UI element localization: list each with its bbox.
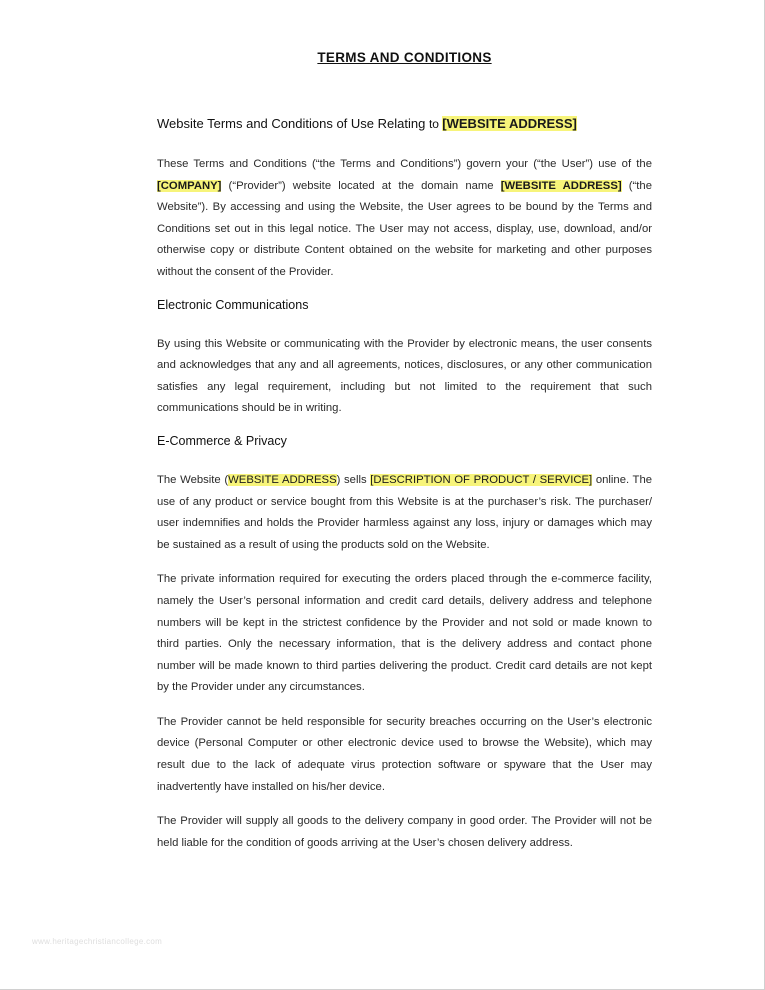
lead-text-2: ) sells xyxy=(336,473,371,486)
intro-text-1: These Terms and Conditions (“the Terms and Conditions”) govern your (“the User”) use of the xyxy=(157,158,652,170)
intro-paragraph xyxy=(157,154,652,284)
document-subtitle xyxy=(157,116,652,131)
document-body xyxy=(157,50,652,867)
section-heading-ecommerce-privacy: E-Commerce & Privacy xyxy=(157,433,287,448)
intro-text-3: (“the Website”). By accessing and using the Website, the User agrees to be bound by the Terms and Conditions set out in this legal notice. The User may not access, display, use, download, and/or otherwise copy or distribute Content obtained on the website for marketing and other purposes without the consent of the Provider. xyxy=(157,179,652,278)
website-address-placeholder: [WEBSITE ADDRESS] xyxy=(500,179,622,192)
delivery-paragraph: The Provider will supply all goods to the delivery company in good order. The Provider will not be held liable for the condition of goods arriving at the User’s chosen delivery address. xyxy=(157,815,652,849)
company-placeholder: [COMPANY] xyxy=(157,179,222,192)
lead-text-3: online. The use of any product or service bought from this Website is at the purchaser’s risk. The purchaser/ user indemnifies and holds the Provider harmless against any loss, injury or damages which may be sustained as a result of using the products sold on the Website. xyxy=(157,473,653,551)
document-title: TERMS AND CONDITIONS xyxy=(317,50,492,65)
security-breaches-paragraph: The Provider cannot be held responsible for security breaches occurring on the User’s electronic device (Personal Computer or other electronic device used to browse the Website), which may result due to the lack of adequate virus protection software or spyware that the User may inadvertently have installed on his/her device. xyxy=(157,715,652,793)
intro-text-2: (“Provider”) website located at the domain name xyxy=(221,179,501,192)
lead-website-placeholder: WEBSITE ADDRESS xyxy=(228,473,337,486)
watermark-text: www.heritagechristiancollege.com xyxy=(32,937,163,946)
ecommerce-lead-paragraph xyxy=(157,470,652,556)
subtitle-website-placeholder: [WEBSITE ADDRESS] xyxy=(442,116,577,131)
subtitle-text: Website Terms and Conditions of Use Relating xyxy=(157,116,429,131)
section-heading-electronic-communications: Electronic Communications xyxy=(157,297,309,312)
private-information-paragraph: The private information required for executing the orders placed through the e-commerce facility, namely the User’s personal information and credit card details, delivery address and telephone numbers will be kept in the strictest confidence by the Provider and not sold or made known to third parties. Only the necessary information, that is the delivery address and contact phone number will be made known to third parties delivering the product. Credit card details are not kept by the Provider under any circumstances. xyxy=(157,573,652,694)
electronic-communications-paragraph: By using this Website or communicating with the Provider by electronic means, the user consents and acknowledges that any and all agreements, notices, disclosures, or any other communication satisfies any legal requirement, including but not limited to the requirement that such communications should be in writing. xyxy=(157,337,652,415)
subtitle-small-text: to xyxy=(428,117,443,131)
product-service-placeholder: [DESCRIPTION OF PRODUCT / SERVICE] xyxy=(370,473,593,486)
lead-text-1: The Website ( xyxy=(157,473,229,486)
